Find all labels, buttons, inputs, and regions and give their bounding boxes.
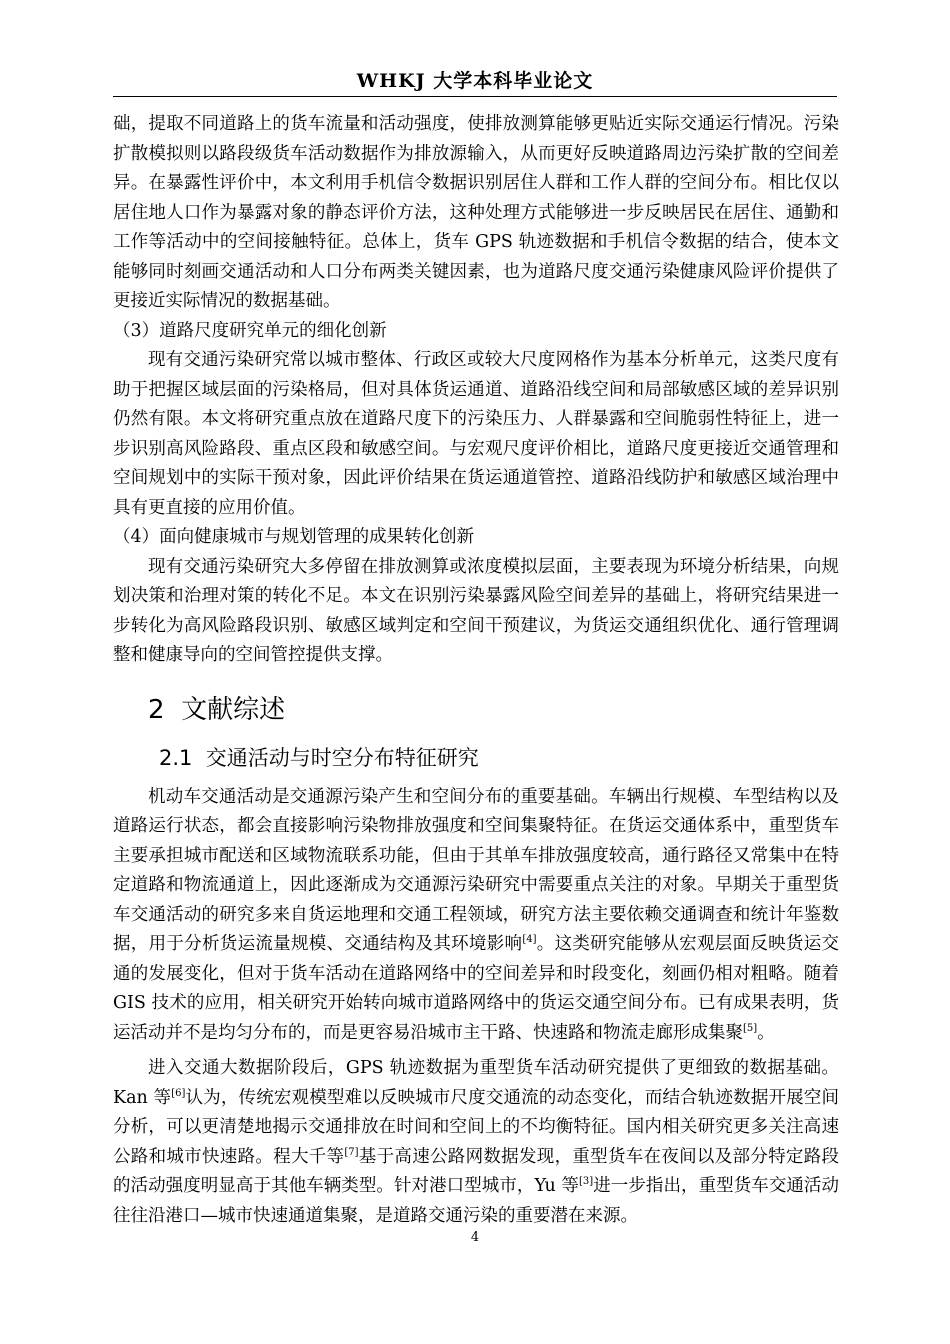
subsection-title: 交通活动与时空分布特征研究 <box>205 745 479 770</box>
page-number: 4 <box>470 1230 480 1245</box>
paragraph-text: 基于高速公路网数据发现，重型货车在夜间以及部分特定路段的活动强度明显高于其他车辆类型。针对港口型城市，Yu 等 <box>113 1146 839 1196</box>
paragraph-text: 进入交通大数据阶段后，GPS 轨迹数据为重型货车活动研究提供了更细致的数据基础。Kan 等 <box>113 1058 839 1108</box>
paragraph-text: 进一步指出，重型货车交通活动往往沿港口—城市快速通道集聚，是道路交通污染的重要潜在来源。 <box>113 1176 839 1226</box>
citation: [4] <box>522 934 537 946</box>
paragraph-text: 机动车交通活动是交通源污染产生和空间分布的重要基础。车辆出行规模、车型结构以及道路运行状态，都会直接影响污染物排放强度和空间集聚特征。在货运交通体系中，重型货车主要承担城市配送和区域物流联系功能，但由于其单车排放强度较高，通行路径又常集中在特定道路和物流通道上，因此逐渐成为交通源污染研究中需要重点关注的对象。早期关于重型货车交通活动的研究多来自货运地理和交通工程领域，研究方法主要依赖交通调查和统计年鉴数据，用于分析货运流量规模、交通结构及其环境影响 <box>113 786 839 954</box>
list-item-heading: （3）道路尺度研究单元的细化创新 <box>113 320 387 341</box>
body-paragraph: 现有交通污染研究大多停留在排放测算或浓度模拟层面，主要表现为环境分析结果，向规划决策和治理对策的转化不足。本文在识别污染暴露风险空间差异的基础上，将研究结果进一步转化为高风险路段识别、敏感区域判定和空间干预建议，为货运交通组织优化、通行管理调整和健康导向的空间管控提供支撑。 <box>113 556 839 665</box>
section-heading <box>113 685 839 735</box>
body-paragraph <box>113 783 839 1049</box>
citation: [7] <box>344 1146 359 1158</box>
list-item-heading: （4）面向健康城市与规划管理的成果转化创新 <box>113 527 475 547</box>
citation: [5] <box>743 1022 758 1034</box>
paragraph-text: 。 <box>757 1022 775 1043</box>
section-title: 文献综述 <box>181 694 286 725</box>
paragraph-text: 认为，传统宏观模型难以反映城市尺度交通流的动态变化，而结合轨迹数据开展空间分析，可以更清楚地揭示交通排放在时间和空间上的不均衡特征。国内相关研究更多关注高速公路和城市快速路。程大千等 <box>113 1087 840 1167</box>
header-rule <box>113 96 837 97</box>
subsection-number: 2.1 <box>159 745 193 770</box>
running-header: WHKJ 大学本科毕业论文 <box>356 70 594 92</box>
citation: [6] <box>171 1087 186 1099</box>
page-body <box>113 110 839 1231</box>
body-paragraph <box>113 1054 839 1231</box>
body-paragraph: 现有交通污染研究常以城市整体、行政区或较大尺度网格作为基本分析单元，这类尺度有助于把握区域层面的污染格局，但对具体货运通道、道路沿线空间和局部敏感区域的差异识别仍然有限。本文将研究重点放在道路尺度下的污染压力、人群暴露和空间脆弱性特征上，进一步识别高风险路段、重点区段和敏感空间。与宏观尺度评价相比，道路尺度更接近交通管理和空间规划中的实际干预对象，因此评价结果在货运通道管控、道路沿线防护和敏感区域治理中具有更直接的应用价值。 <box>113 350 839 518</box>
body-paragraph: 础，提取不同道路上的货车流量和活动强度，使排放测算能够更贴近实际交通运行情况。污染扩散模拟则以路段级货车活动数据作为排放源输入，从而更好反映道路周边污染扩散的空间差异。在暴露性评价中，本文利用手机信令数据识别居住人群和工作人群的空间分布。相比仅以居住地人口作为暴露对象的静态评价方法，这种处理方式能够进一步反映居民在居住、通勤和工作等活动中的空间接触特征。总体上，货车 GPS 轨迹数据和手机信令数据的结合，使本文能够同时刻画交通活动和人口分布两类关键因素，也为道路尺度交通污染健康风险评价提供了更接近实际情况的数据基础。 <box>113 114 839 311</box>
section-number: 2 <box>148 694 165 725</box>
paragraph-text: 。这类研究能够从宏观层面反映货运交通的发展变化，但对于货车活动在道路网络中的空间差异和时段变化，刻画仍相对粗略。随着 GIS 技术的应用，相关研究开始转向城市道路网络中的货运交通空间分布。已有成果表明，货运活动并不是均匀分布的，而是更容易沿城市主干路、快速路和物流走廊形成集聚 <box>113 934 840 1043</box>
subsection-heading <box>113 737 839 779</box>
citation: [3] <box>578 1176 594 1188</box>
